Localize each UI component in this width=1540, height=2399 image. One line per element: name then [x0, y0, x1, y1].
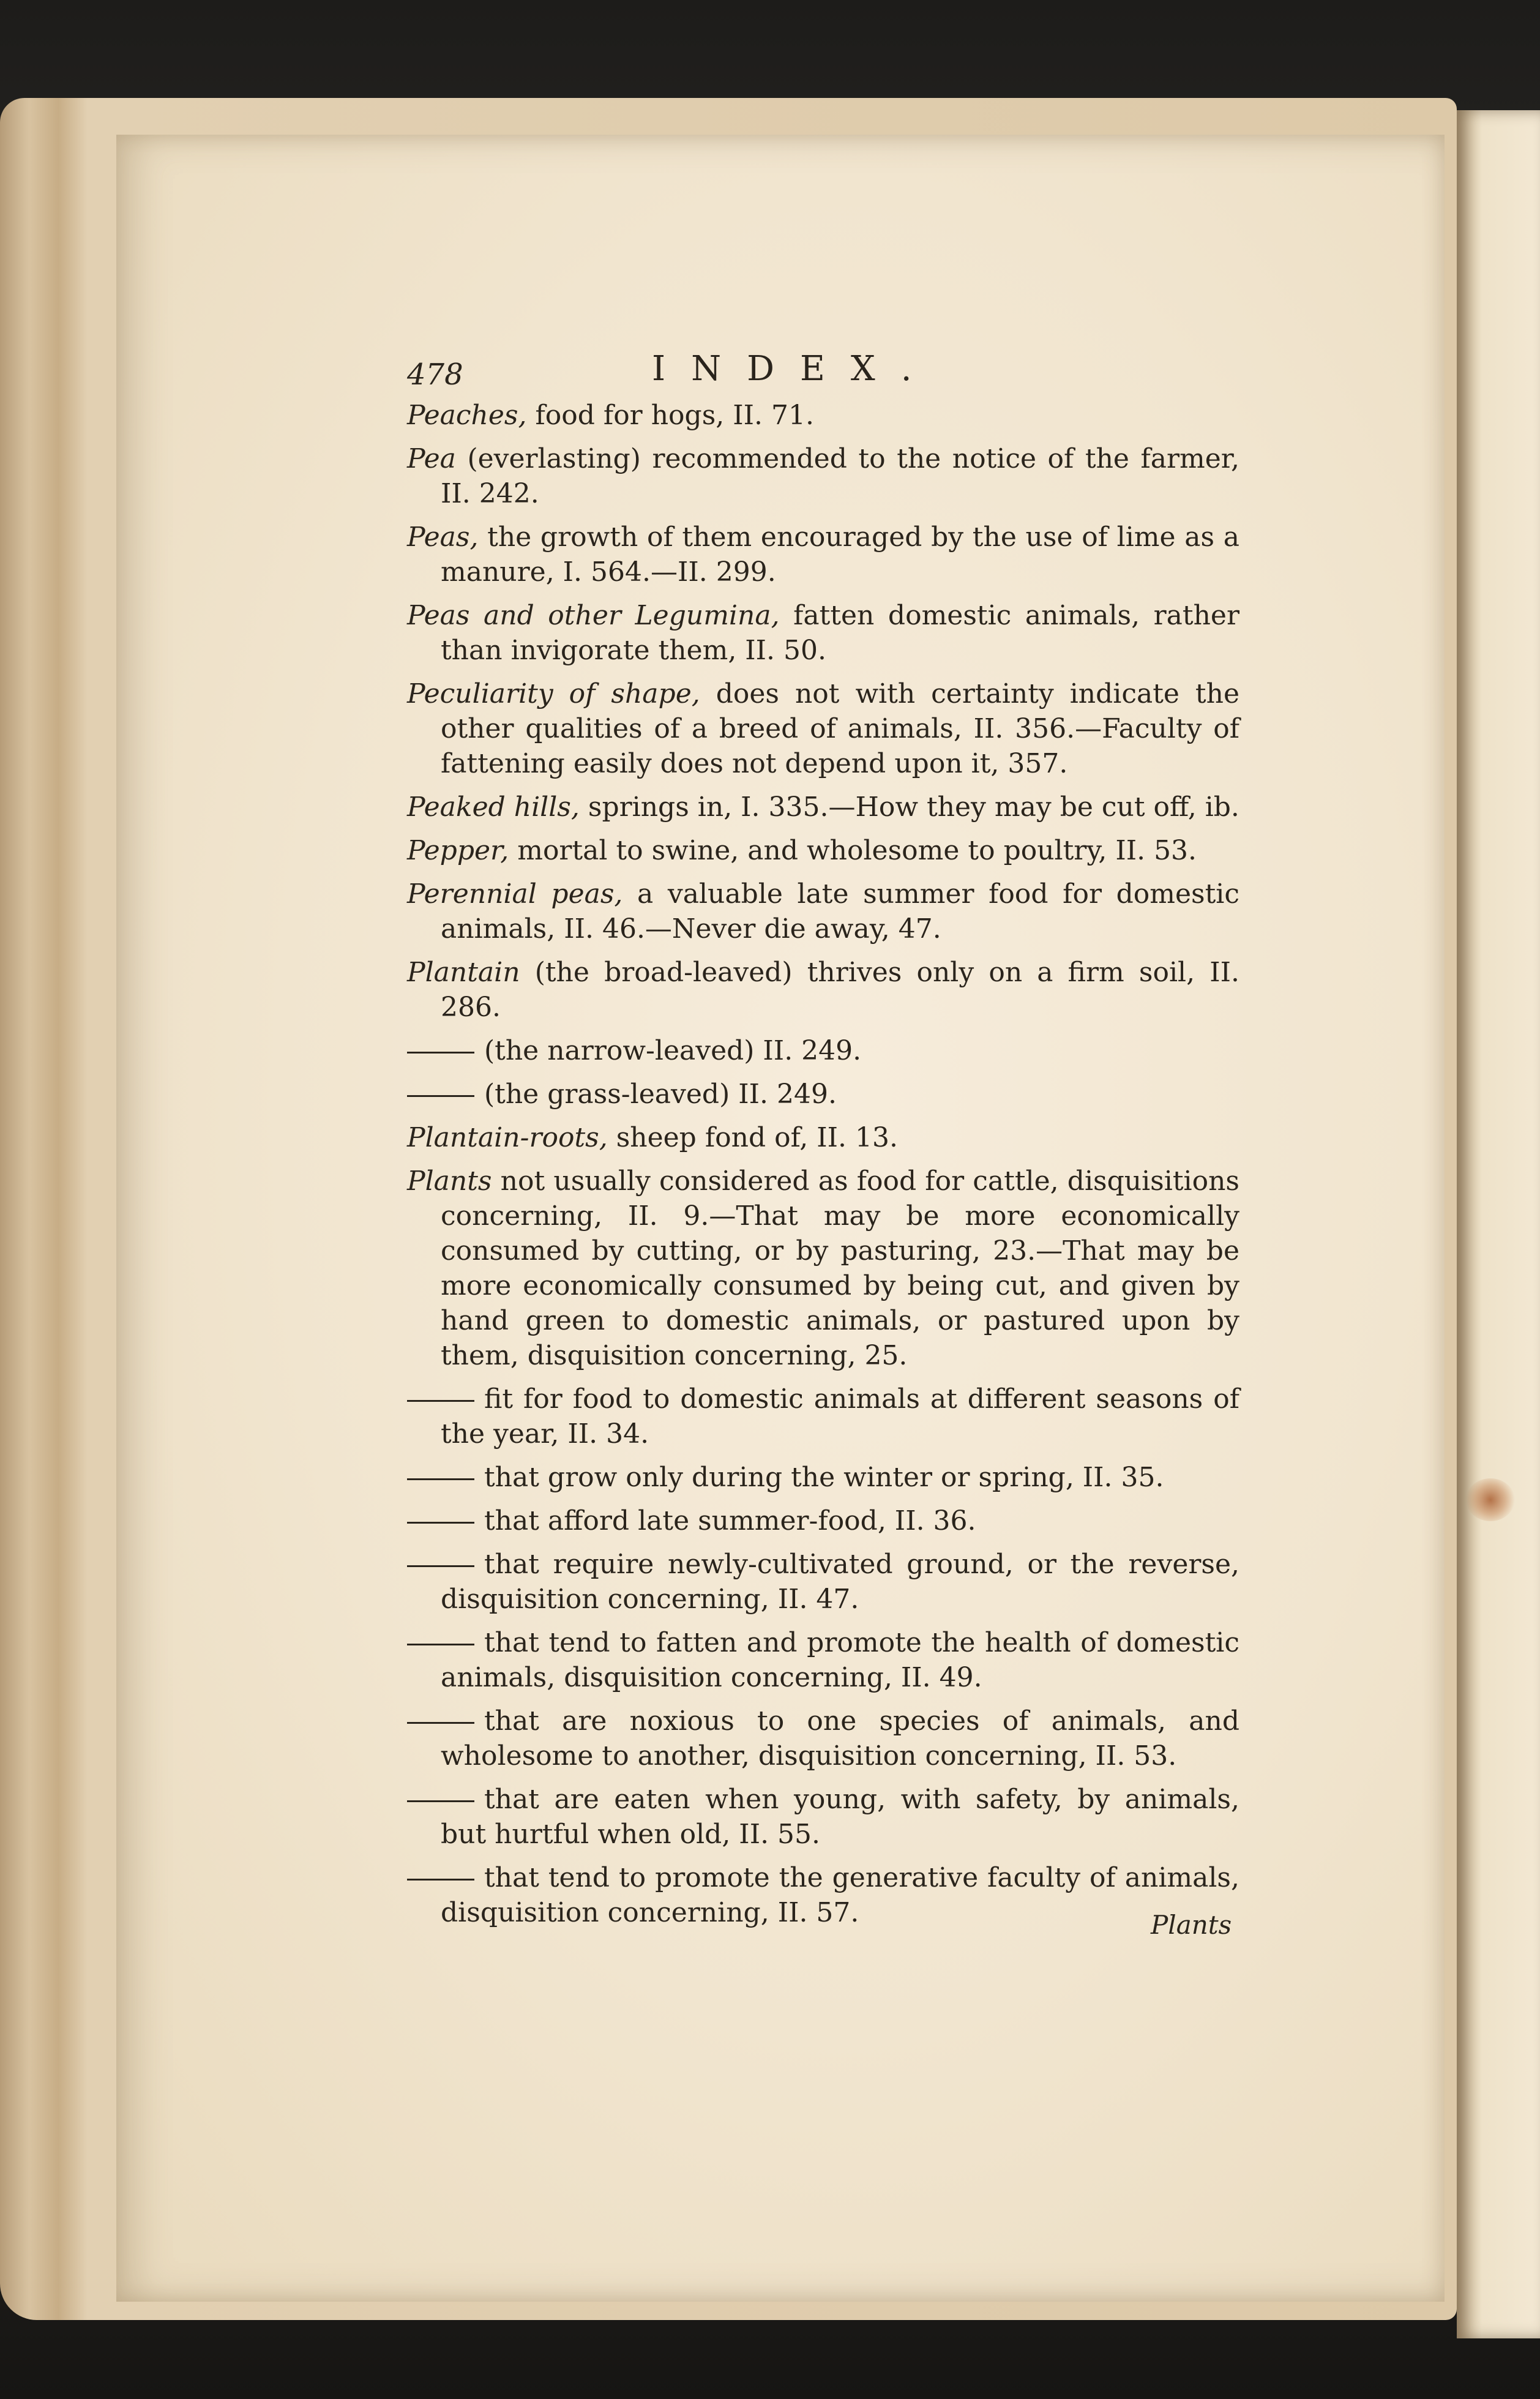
index-entry	[407, 398, 1239, 433]
index-entry	[407, 1120, 1239, 1155]
ditto-dash	[407, 1565, 474, 1567]
index-text-block	[407, 343, 1239, 1939]
ditto-dash	[407, 1800, 474, 1802]
entry-text: (the narrow-leaved) II. 249.	[484, 1035, 862, 1066]
index-entry	[407, 1704, 1239, 1773]
entry-heading: Peaches,	[407, 400, 527, 431]
entry-text: food for hogs, II. 71.	[526, 400, 814, 431]
facing-page-edge	[1457, 110, 1540, 2338]
entry-heading: Perennial peas,	[407, 878, 623, 910]
ditto-dash	[407, 1522, 474, 1524]
index-entry	[407, 441, 1239, 511]
entry-heading: Peaked hills,	[407, 792, 580, 823]
index-entry	[407, 676, 1239, 781]
index-entry	[407, 1077, 1239, 1112]
page-number: 478	[407, 357, 463, 392]
entry-text: that require newly-cultivated ground, or the reverse, disquisition concerning, II. 47.	[441, 1549, 1239, 1615]
entry-text: does not with certainty indicate the other qualities of a breed of animals, II. 356.—Faculty of fattening easily does not depend upon it, 357.	[441, 678, 1239, 779]
index-entry	[407, 877, 1239, 946]
entry-text: fatten domestic animals, rather than invigorate them, II. 50.	[441, 600, 1239, 666]
entry-heading: Peculiarity of shape,	[407, 678, 700, 709]
page-header	[407, 343, 1239, 398]
entry-text: that afford late summer-food, II. 36.	[484, 1505, 976, 1536]
index-entry	[407, 1033, 1239, 1068]
entry-text: sheep fond of, II. 13.	[607, 1122, 898, 1153]
ditto-dash	[407, 1400, 474, 1402]
index-entry	[407, 520, 1239, 589]
ditto-dash	[407, 1052, 474, 1054]
ditto-dash	[407, 1644, 474, 1645]
entry-text: (everlasting) recommended to the notice of the farmer, II. 242.	[441, 443, 1239, 509]
entry-heading: Plants	[407, 1166, 492, 1197]
entry-heading: Peas,	[407, 522, 479, 553]
index-entry	[407, 1460, 1239, 1495]
entry-text: (the broad-leaved) thrives only on a firm soil, II. 286.	[441, 957, 1239, 1023]
entry-text: that are noxious to one species of animals, and wholesome to another, disquisition concerning, II. 53.	[441, 1705, 1239, 1772]
entry-text: fit for food to domestic animals at different seasons of the year, II. 34.	[441, 1383, 1239, 1450]
entry-heading: Pepper,	[407, 835, 509, 866]
index-entry	[407, 1860, 1239, 1930]
ditto-dash	[407, 1095, 474, 1097]
entry-text: that tend to promote the generative faculty of animals, disquisition concerning, II. 57.	[441, 1862, 1239, 1928]
foxing-stain	[1466, 1478, 1515, 1521]
entry-text: not usually considered as food for cattle, disquisitions concerning, II. 9.—That may be more economically consumed by cutting, or by pasturing, 23.—That may be more economically consumed by being cut, and given by hand green to domestic animals, or pastured upon by them, disquisition concerning, 25.	[441, 1166, 1239, 1371]
entry-text: mortal to swine, and wholesome to poultry, II. 53.	[509, 835, 1197, 866]
index-entry	[407, 1625, 1239, 1695]
entry-text: the growth of them encouraged by the use of lime as a manure, I. 564.—II. 299.	[441, 522, 1239, 588]
index-entry	[407, 955, 1239, 1025]
index-entry	[407, 1164, 1239, 1373]
entry-heading: Peas and other Legumina,	[407, 600, 780, 631]
ditto-dash	[407, 1879, 474, 1881]
entry-heading: Plantain	[407, 957, 520, 988]
catchword: Plants	[1151, 1910, 1232, 1940]
index-entry	[407, 1382, 1239, 1451]
ditto-dash	[407, 1478, 474, 1480]
index-entry	[407, 833, 1239, 868]
entry-text: that tend to fatten and promote the health of domestic animals, disquisition concerning, II. 49.	[441, 1627, 1239, 1693]
index-entry	[407, 790, 1239, 825]
index-entry	[407, 1782, 1239, 1852]
index-entry	[407, 598, 1239, 668]
entry-heading: Plantain-roots,	[407, 1122, 608, 1153]
entry-text: a valuable late summer food for domestic animals, II. 46.—Never die away, 47.	[441, 878, 1239, 945]
ditto-dash	[407, 1722, 474, 1724]
index-entry	[407, 1503, 1239, 1538]
entry-text: that are eaten when young, with safety, by animals, but hurtful when old, II. 55.	[441, 1784, 1239, 1850]
entry-text: (the grass-leaved) II. 249.	[484, 1079, 837, 1110]
entry-heading: Pea	[407, 443, 456, 474]
running-head: INDEX.	[652, 349, 938, 389]
entry-text: springs in, I. 335.—How they may be cut off, ib.	[579, 792, 1239, 823]
entry-text: that grow only during the winter or spring, II. 35.	[484, 1462, 1164, 1493]
index-entry	[407, 1547, 1239, 1617]
index-entries	[407, 398, 1239, 1930]
